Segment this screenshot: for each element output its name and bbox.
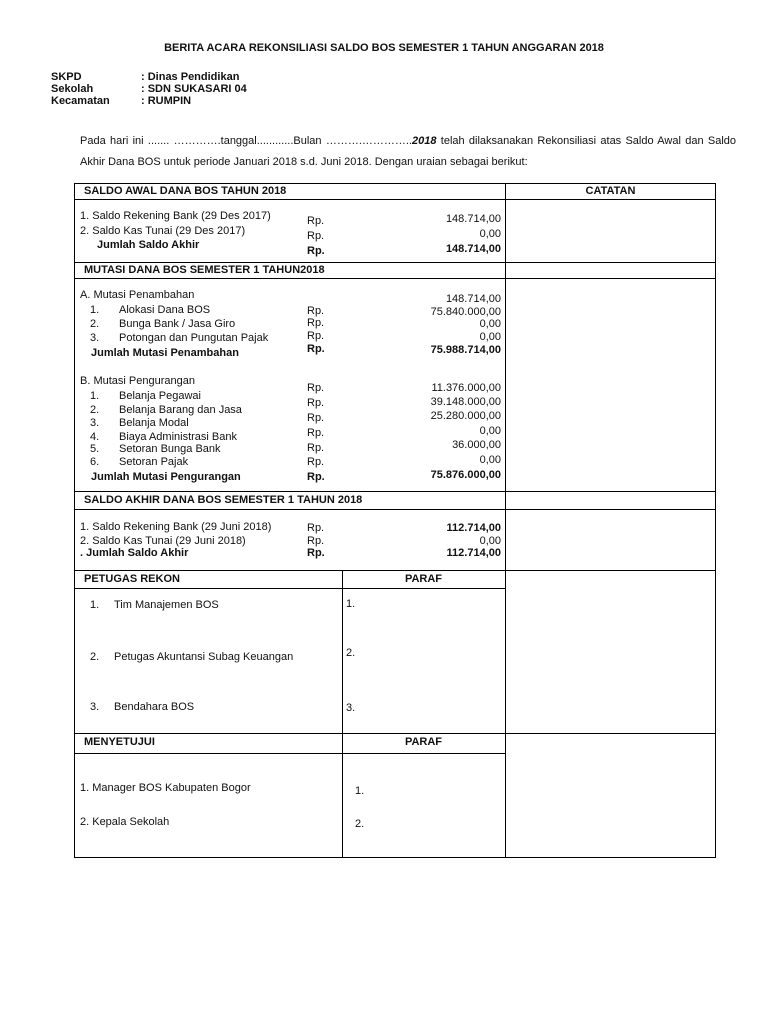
row-label: Bunga Bank / Jasa Giro	[119, 318, 236, 330]
saldo-akhir-row-1-rp: Rp.	[307, 522, 325, 534]
intro-paragraph	[80, 134, 736, 148]
mutasi-header: MUTASI DANA BOS SEMESTER 1 TAHUN2018	[84, 264, 325, 276]
mutasi-kurang-total-value: 75.876.000,00	[430, 469, 501, 481]
kecamatan-label: Kecamatan	[51, 95, 110, 107]
row-rp: Rp.	[307, 382, 325, 394]
intro-line-1-end: telah dilaksanakan Rekonsiliasi atas Saldo Awal dan Saldo	[436, 135, 736, 147]
row-rp: Rp.	[307, 412, 325, 424]
row-value: 75.840.000,00	[430, 306, 501, 318]
rule	[74, 199, 716, 200]
row-number: 4.	[90, 431, 100, 443]
row-value: 0,00	[479, 454, 501, 466]
paraf-number: 2.	[346, 647, 356, 659]
row-value: 0,00	[479, 318, 501, 330]
saldo-awal-total-value: 148.714,00	[445, 243, 501, 255]
sekolah-value: : SDN SUKASARI 04	[141, 83, 247, 95]
mutasi-tambah-top-value: 148.714,00	[445, 293, 501, 305]
rule	[505, 183, 506, 858]
mutasi-tambah-total-label: Jumlah Mutasi Penambahan	[91, 347, 239, 359]
intro-line-1	[80, 134, 736, 148]
row-number: 1.	[90, 304, 100, 316]
row-label: Belanja Modal	[119, 417, 189, 429]
saldo-awal-total-label: Jumlah Saldo Akhir	[97, 239, 200, 251]
row-number: 1.	[90, 599, 100, 611]
row-value: 39.148.000,00	[430, 396, 501, 408]
petugas-paraf-header: PARAF	[404, 573, 443, 585]
row-rp: Rp.	[307, 397, 325, 409]
rule	[74, 509, 716, 510]
rule	[74, 278, 716, 279]
saldo-akhir-total-label: . Jumlah Saldo Akhir	[80, 547, 189, 559]
saldo-akhir-total-rp: Rp.	[307, 547, 325, 559]
row-label: Tim Manajemen BOS	[114, 599, 219, 611]
row-number: 3.	[90, 701, 100, 713]
saldo-awal-row-2-rp: Rp.	[307, 230, 325, 242]
saldo-awal-row-1-label: 1. Saldo Rekening Bank (29 Des 2017)	[80, 210, 271, 222]
row-rp: Rp.	[307, 442, 325, 454]
saldo-akhir-row-2-rp: Rp.	[307, 535, 325, 547]
rule	[74, 570, 716, 571]
rule	[74, 733, 716, 734]
row-number: 2.	[90, 651, 100, 663]
saldo-akhir-row-1-label: 1. Saldo Rekening Bank (29 Juni 2018)	[80, 521, 272, 533]
row-value: 25.280.000,00	[430, 410, 501, 422]
row-label: 1. Manager BOS Kabupaten Bogor	[80, 782, 251, 794]
row-number: 3.	[90, 332, 100, 344]
row-value: 36.000,00	[452, 439, 501, 451]
kecamatan-value: : RUMPIN	[141, 95, 192, 107]
mutasi-tambah-total-value: 75.988.714,00	[430, 344, 501, 356]
rule	[74, 491, 716, 492]
catatan-header: CATATAN	[585, 185, 636, 197]
paraf-number: 3.	[346, 702, 356, 714]
paraf-number: 2.	[355, 818, 365, 830]
paraf-number: 1.	[355, 785, 365, 797]
mutasi-kurang-total-label: Jumlah Mutasi Pengurangan	[91, 471, 241, 483]
row-rp: Rp.	[307, 427, 325, 439]
row-number: 5.	[90, 443, 100, 455]
rule	[342, 733, 343, 858]
rule	[342, 570, 343, 733]
row-number: 2.	[90, 404, 100, 416]
row-number: 6.	[90, 456, 100, 468]
saldo-akhir-header: SALDO AKHIR DANA BOS SEMESTER 1 TAHUN 2018	[84, 494, 363, 506]
row-label: Setoran Pajak	[119, 456, 189, 468]
saldo-akhir-row-1-value: 112.714,00	[446, 522, 501, 534]
row-value: 0,00	[479, 425, 501, 437]
rule	[74, 262, 716, 263]
paraf-number: 1.	[346, 598, 356, 610]
row-rp: Rp.	[307, 330, 325, 342]
intro-line-2: Akhir Dana BOS untuk periode Januari 2018 s.d. Juni 2018. Dengan uraian sebagai berikut:	[80, 156, 528, 168]
row-label: Belanja Pegawai	[119, 390, 201, 402]
row-label: Alokasi Dana BOS	[119, 304, 211, 316]
mutasi-kurang-total-rp: Rp.	[307, 471, 325, 483]
row-label: Biaya Administrasi Bank	[119, 431, 237, 443]
saldo-awal-row-1-rp: Rp.	[307, 215, 325, 227]
rule	[74, 753, 505, 754]
row-label: Petugas Akuntansi Subag Keuangan	[114, 651, 294, 663]
intro-year: 2018	[412, 135, 437, 147]
saldo-akhir-row-2-value: 0,00	[479, 535, 501, 547]
skpd-label: SKPD	[51, 71, 82, 83]
skpd-value: : Dinas Pendidikan	[141, 71, 240, 83]
row-label: Potongan dan Pungutan Pajak	[119, 332, 269, 344]
menyetujui-header: MENYETUJUI	[84, 736, 155, 748]
saldo-akhir-total-value: 112.714,00	[446, 547, 501, 559]
saldo-awal-row-2-label: 2. Saldo Kas Tunai (29 Des 2017)	[80, 225, 246, 237]
mutasi-tambah-title: A. Mutasi Penambahan	[80, 289, 195, 301]
row-rp: Rp.	[307, 456, 325, 468]
row-label: Bendahara BOS	[114, 701, 195, 713]
petugas-header: PETUGAS REKON	[84, 573, 180, 585]
row-label: 2. Kepala Sekolah	[80, 816, 170, 828]
mutasi-kurang-title: B. Mutasi Pengurangan	[80, 375, 195, 387]
rule	[74, 588, 505, 589]
row-rp: Rp.	[307, 305, 325, 317]
sekolah-label: Sekolah	[51, 83, 94, 95]
page-title: BERITA ACARA REKONSILIASI SALDO BOS SEMESTER 1 TAHUN ANGGARAN 2018	[164, 42, 604, 54]
row-label: Belanja Barang dan Jasa	[119, 404, 242, 416]
saldo-awal-row-1-value: 148.714,00	[445, 213, 501, 225]
menyetujui-paraf-header: PARAF	[404, 736, 443, 748]
row-value: 0,00	[479, 331, 501, 343]
mutasi-tambah-total-rp: Rp.	[307, 343, 325, 355]
row-number: 2.	[90, 318, 100, 330]
row-rp: Rp.	[307, 317, 325, 329]
row-value: 11.376.000,00	[431, 382, 501, 394]
row-number: 1.	[90, 390, 100, 402]
row-label: Setoran Bunga Bank	[119, 443, 221, 455]
saldo-akhir-row-2-label: 2. Saldo Kas Tunai (29 Juni 2018)	[80, 535, 246, 547]
saldo-awal-row-2-value: 0,00	[479, 228, 501, 240]
saldo-awal-header: SALDO AWAL DANA BOS TAHUN 2018	[84, 185, 287, 197]
row-number: 3.	[90, 417, 100, 429]
saldo-awal-total-rp: Rp.	[307, 245, 325, 257]
intro-line-1-start: Pada hari ini ....... ………….tanggal............Bulan ……….…………..	[80, 135, 412, 147]
